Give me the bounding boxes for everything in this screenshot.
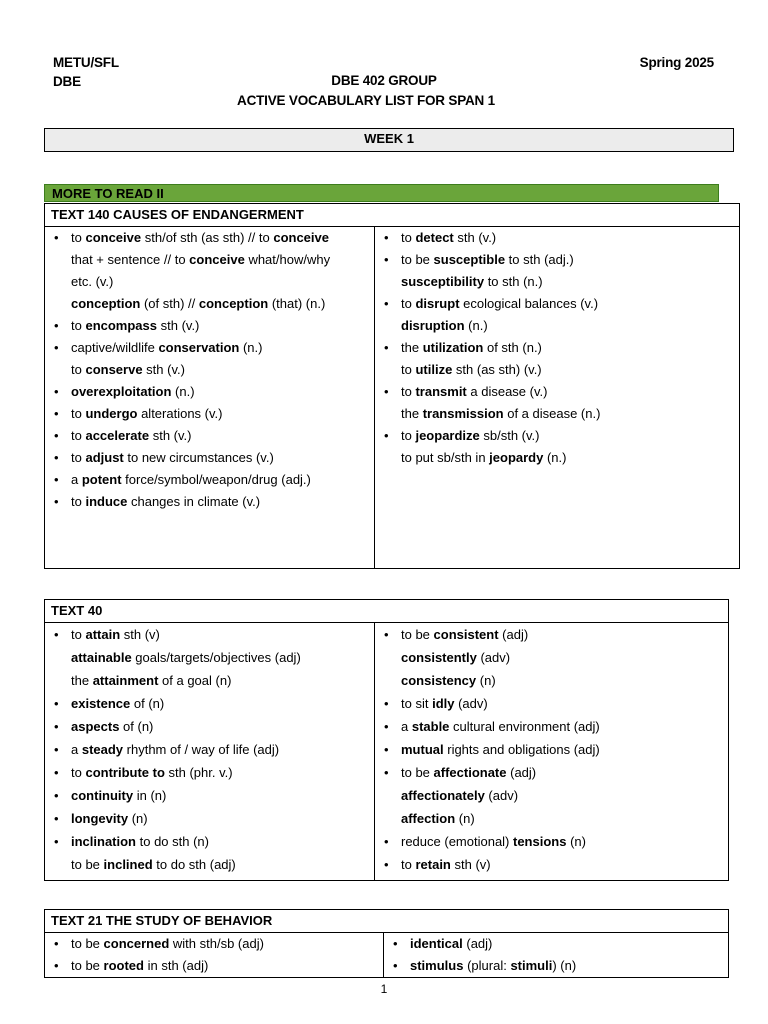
vocab-item: [45, 784, 374, 807]
vocab-item-continuation: [375, 271, 739, 293]
vocab-list-left: [45, 227, 374, 513]
vocab-text: to: [71, 318, 86, 333]
vocab-item: [375, 381, 739, 403]
vocab-text: to: [401, 384, 416, 399]
vocab-text: a: [71, 472, 82, 487]
vocab-text: sth (as sth) (v.): [452, 362, 542, 377]
vocab-text: (adj): [498, 627, 529, 642]
vocab-text: to be: [401, 627, 434, 642]
vocab-item: [375, 692, 728, 715]
vocab-text: the: [401, 340, 423, 355]
vocab-text: to sth (n.): [484, 274, 543, 289]
vocab-text: (adv): [454, 696, 488, 711]
vocab-term: stable: [411, 719, 450, 734]
vocab-text: to be: [401, 252, 434, 267]
vocab-text: sb/sth (v.): [479, 428, 540, 443]
vocab-text: to put sb/sth in: [401, 450, 490, 465]
vocab-text: (adv): [484, 788, 519, 803]
group-title: DBE 402 GROUP: [331, 73, 437, 88]
vocab-item: [45, 491, 374, 513]
vocab-text: to do sth (n): [136, 834, 209, 849]
vocab-text: ) (n): [552, 958, 577, 973]
vocab-item: [45, 447, 374, 469]
vocab-term: consistent: [433, 627, 499, 642]
vocab-list-right: [375, 227, 739, 469]
vocab-text: (n): [566, 834, 586, 849]
vocab-table-text-40: [44, 599, 729, 881]
vocab-item: [45, 337, 374, 359]
vocab-term: affection: [401, 811, 456, 826]
vocab-term: inclined: [103, 857, 153, 872]
list-title: ACTIVE VOCABULARY LIST FOR SPAN 1: [237, 93, 495, 108]
vocab-text: (adj): [462, 936, 493, 951]
vocab-term: transmission: [422, 406, 504, 421]
vocab-text: to: [401, 362, 416, 377]
vocab-term: concerned: [103, 936, 170, 951]
vocab-term: detect: [415, 230, 454, 245]
vocab-text: to: [71, 362, 86, 377]
vocab-text: (of sth) //: [140, 296, 199, 311]
vocab-text: (plural:: [463, 958, 511, 973]
vocab-term: potent: [81, 472, 122, 487]
vocab-text: sth (v.): [157, 318, 200, 333]
vocab-item-continuation: [375, 784, 728, 807]
vocab-text: reduce (emotional): [401, 834, 513, 849]
vocab-term: conceive: [85, 230, 142, 245]
vocab-text: to: [71, 627, 86, 642]
vocab-text: changes in climate (v.): [127, 494, 261, 509]
vocab-text: sth (v): [450, 857, 491, 872]
vocab-item: [45, 381, 374, 403]
vocab-item-continuation: [375, 315, 739, 337]
vocab-term: attainable: [71, 650, 132, 665]
vocab-item: [45, 830, 374, 853]
vocab-text: sth (v.): [149, 428, 192, 443]
vocab-text: sth (phr. v.): [164, 765, 233, 780]
vocab-term: continuity: [71, 788, 134, 803]
vocab-text: sth (v): [120, 627, 160, 642]
vocab-item: [45, 933, 383, 955]
vocab-list-right: [384, 933, 728, 977]
vocab-table-text-140: [44, 203, 740, 569]
vocab-item: [384, 955, 728, 977]
vocab-item: [375, 623, 728, 646]
vocab-term: aspects: [71, 719, 120, 734]
vocab-text: to: [401, 428, 416, 443]
vocab-text: ecological balances (v.): [459, 296, 599, 311]
vocab-item: [375, 293, 739, 315]
vocab-text: a disease (v.): [466, 384, 548, 399]
vocab-term: inclination: [71, 834, 136, 849]
vocab-term: retain: [415, 857, 451, 872]
vocab-text: (n): [476, 673, 496, 688]
vocab-text: to: [401, 296, 416, 311]
table-title: TEXT 140 CAUSES OF ENDANGERMENT: [45, 204, 740, 227]
vocab-text: to new circumstances (v.): [123, 450, 274, 465]
vocab-text: the: [71, 673, 93, 688]
vocab-item-continuation: [45, 271, 374, 293]
vocab-term: rooted: [103, 958, 144, 973]
vocab-item: [45, 623, 374, 646]
vocab-term: disrupt: [415, 296, 460, 311]
vocab-text: to do sth (adj): [152, 857, 236, 872]
vocab-table-text-21: [44, 909, 729, 978]
vocab-item: [375, 249, 739, 271]
vocab-term: utilization: [422, 340, 484, 355]
vocab-text: in sth (adj): [143, 958, 209, 973]
vocab-item: [384, 933, 728, 955]
vocab-term: encompass: [85, 318, 158, 333]
vocab-term: conceive: [273, 230, 329, 245]
vocab-text: (n.): [239, 340, 263, 355]
vocab-text: to: [71, 450, 86, 465]
vocab-text: (n): [455, 811, 475, 826]
vocab-text: a: [401, 719, 412, 734]
vocab-item: [375, 425, 739, 447]
vocab-item: [45, 403, 374, 425]
vocab-term: conception: [198, 296, 269, 311]
vocab-term: overexploitation: [71, 384, 172, 399]
vocab-item-continuation: [375, 447, 739, 469]
vocab-text: rights and obligations (adj): [443, 742, 600, 757]
vocab-term: adjust: [85, 450, 124, 465]
vocab-text: alterations (v.): [137, 406, 223, 421]
vocab-text: (n.): [171, 384, 195, 399]
vocab-text: what/how/why: [244, 252, 331, 267]
vocab-item: [45, 425, 374, 447]
vocab-text: sth (v.): [142, 362, 185, 377]
vocab-term: contribute to: [85, 765, 165, 780]
vocab-text: of a goal (n): [158, 673, 232, 688]
vocab-term: susceptibility: [401, 274, 485, 289]
vocab-term: consistently: [401, 650, 477, 665]
vocab-term: undergo: [85, 406, 138, 421]
vocab-text: rhythm of / way of life (adj): [123, 742, 280, 757]
vocab-item: [45, 692, 374, 715]
table-title: TEXT 21 THE STUDY OF BEHAVIOR: [45, 910, 729, 933]
vocab-item: [375, 853, 728, 876]
vocab-term: utilize: [415, 362, 453, 377]
vocab-text: (that) (n.): [268, 296, 326, 311]
table-title: TEXT 40: [45, 600, 729, 623]
vocab-text: to sth (adj.): [505, 252, 574, 267]
vocab-item: [45, 761, 374, 784]
vocab-list-left: [45, 623, 374, 876]
vocab-item-continuation: [45, 359, 374, 381]
vocab-text: captive/wildlife: [71, 340, 159, 355]
vocab-term: consistency: [401, 673, 477, 688]
vocab-text: to be: [401, 765, 434, 780]
vocab-term: accelerate: [85, 428, 150, 443]
vocab-text: (n.): [543, 450, 567, 465]
vocab-term: conserve: [85, 362, 143, 377]
vocab-text: that + sentence // to: [71, 252, 190, 267]
vocab-term: attain: [85, 627, 121, 642]
vocab-term: identical: [410, 936, 463, 951]
vocab-text: of sth (n.): [483, 340, 542, 355]
vocab-item: [375, 715, 728, 738]
vocab-term: jeopardy: [489, 450, 544, 465]
vocab-term: stimuli: [510, 958, 553, 973]
vocab-item: [375, 761, 728, 784]
dept-label: DBE: [53, 74, 81, 89]
vocab-item-continuation: [375, 669, 728, 692]
vocab-item-continuation: [45, 646, 374, 669]
vocab-text: of (n): [119, 719, 154, 734]
vocab-item: [45, 315, 374, 337]
vocab-term: susceptible: [433, 252, 506, 267]
vocab-item: [45, 738, 374, 761]
vocab-text: a: [71, 742, 82, 757]
vocab-item: [375, 227, 739, 249]
vocab-term: transmit: [415, 384, 467, 399]
vocab-item-continuation: [45, 669, 374, 692]
vocab-text: to: [401, 230, 416, 245]
vocab-term: mutual: [401, 742, 444, 757]
vocab-text: of (n): [130, 696, 165, 711]
vocab-text: to: [401, 857, 416, 872]
vocab-term: disruption: [401, 318, 465, 333]
vocab-term: conceive: [189, 252, 245, 267]
vocab-text: to: [71, 494, 86, 509]
vocab-text: (n): [128, 811, 148, 826]
vocab-item: [45, 227, 374, 249]
vocab-item-continuation: [45, 293, 374, 315]
vocab-text: (adj): [506, 765, 537, 780]
vocab-item: [45, 469, 374, 491]
vocab-text: to: [71, 765, 86, 780]
vocab-term: attainment: [92, 673, 159, 688]
vocab-text: of a disease (n.): [503, 406, 601, 421]
vocab-text: to: [71, 406, 86, 421]
term-label: Spring 2025: [639, 55, 714, 70]
vocab-item-continuation: [45, 249, 374, 271]
vocab-term: induce: [85, 494, 128, 509]
vocab-text: to: [71, 428, 86, 443]
vocab-item-continuation: [375, 646, 728, 669]
vocab-term: longevity: [71, 811, 129, 826]
vocab-text: to sit: [401, 696, 433, 711]
vocab-item: [375, 337, 739, 359]
vocab-text: to be: [71, 958, 104, 973]
vocab-text: etc. (v.): [71, 274, 114, 289]
vocab-text: goals/targets/objectives (adj): [131, 650, 301, 665]
vocab-text: force/symbol/weapon/drug (adj.): [121, 472, 311, 487]
vocab-text: the: [401, 406, 423, 421]
vocab-text: sth/of sth (as sth) // to: [141, 230, 274, 245]
vocab-item: [45, 807, 374, 830]
vocab-text: sth (v.): [453, 230, 497, 245]
vocab-list-right: [375, 623, 728, 876]
vocab-term: tensions: [513, 834, 567, 849]
vocab-text: cultural environment (adj): [449, 719, 600, 734]
vocab-item: [375, 830, 728, 853]
vocab-text: in (n): [133, 788, 167, 803]
vocab-term: conception: [71, 296, 141, 311]
vocab-text: to be: [71, 857, 104, 872]
vocab-item: [45, 715, 374, 738]
vocab-text: to: [71, 230, 86, 245]
vocab-text: (n.): [464, 318, 488, 333]
vocab-term: stimulus: [410, 958, 464, 973]
page-number: 1: [380, 982, 388, 996]
org-label: METU/SFL: [53, 55, 119, 70]
vocab-item-continuation: [45, 853, 374, 876]
vocab-item: [375, 738, 728, 761]
vocab-term: jeopardize: [415, 428, 480, 443]
section-label: MORE TO READ II: [44, 184, 719, 202]
vocab-item: [45, 955, 383, 977]
vocab-item-continuation: [375, 807, 728, 830]
vocab-item-continuation: [375, 359, 739, 381]
vocab-term: existence: [71, 696, 131, 711]
week-heading: WEEK 1: [44, 128, 734, 152]
vocab-term: steady: [81, 742, 124, 757]
vocab-text: to be: [71, 936, 104, 951]
vocab-term: conservation: [158, 340, 240, 355]
vocab-item-continuation: [375, 403, 739, 425]
vocab-list-left: [45, 933, 383, 977]
vocab-term: affectionately: [401, 788, 485, 803]
vocab-text: (adv): [476, 650, 511, 665]
vocab-term: idly: [432, 696, 455, 711]
vocab-term: affectionate: [433, 765, 507, 780]
vocab-text: with sth/sb (adj): [169, 936, 264, 951]
